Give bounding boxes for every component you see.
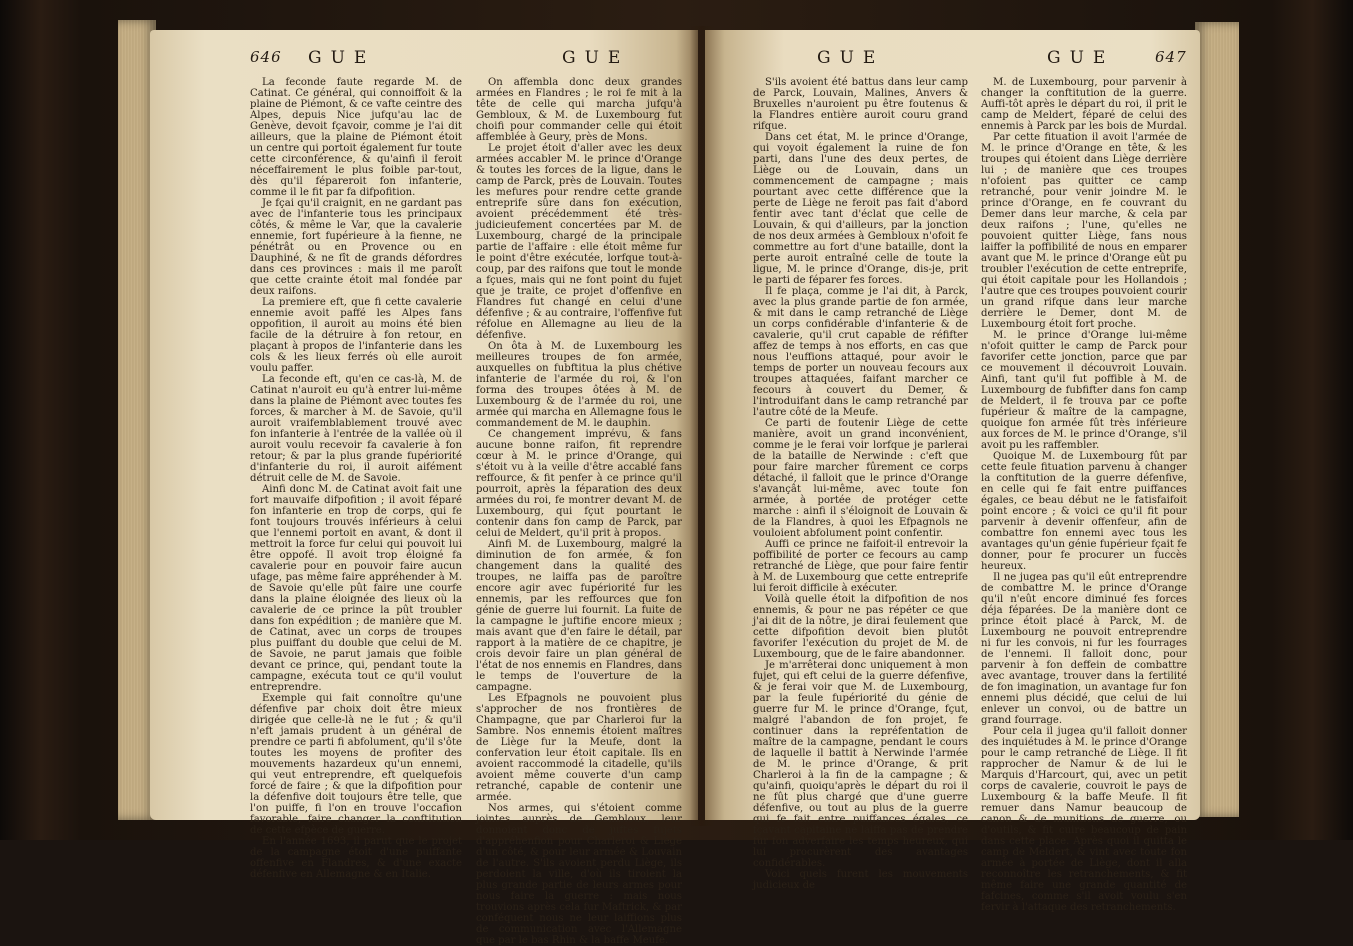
right-page-column-2 (981, 77, 1187, 913)
paragraph: Il ne jugea pas qu'il eût entreprendre de combattre M. le prince d'Orange qu'il n'eût encore diminué fes forces déja féparées. De la manière dont ce prince étoit placé à Parck, M. de Luxembourg ne pouvoit entreprendre ni fur les convois, ni fur les fourrages de l'ennemi. Il falloit donc, pour parvenir à fon deffein de combattre avec avantage, trouver dans la fertilité de fon imagination, un avantage fur fon ennemi plus décidé, que celui de lui enlever un convoi, ou de battre un grand fourrage. (981, 572, 1187, 726)
right-page-column-1 (753, 77, 968, 891)
page-edges-right (1195, 22, 1239, 817)
paragraph: Quoique M. de Luxembourg fût par cette feule fituation parvenu à changer la conftitution de la guerre défenfive, en celle qui fe fait entre puiffances égales, ce beau début ne le fatisfaifoit point encore ; & voici ce qu'il fit pour parvenir à devenir offenfeur, afin de combattre fon ennemi avec tous les avantages qu'un génie fupérieur fçait fe donner, pour fe procurer un fuccès heureux. (981, 451, 1187, 572)
right-page (705, 30, 1200, 913)
paragraph: Ce parti de foutenir Liège de cette manière, avoit un grand inconvénient, comme je le ferai voir lorfque je parlerai de la bataille de Nerwinde : c'eft que pour faire marcher fûrement ce corps détaché, il falloit que le prince d'Orange s'avançât lui-même, avec toute fon armée, à portée de protéger cette marche : ainfi il s'éloignoit de Louvain & de la Flandres, à quoi les Efpagnols ne vouloient abfolument point confentir. (753, 418, 968, 539)
paragraph: Nos armes, qui s'étoient comme jointes auprès de Gembloux, leur donnoient donc de juftes fujets d'appréhenfion pour Charleroi & Liège d'un côté, & pour leur armée & Louvain de l'autre. S'ils avoient perdu Liège, ils perdoient la ville, d'où ils tiroient la plus grande partie de leurs armes pour nous faire la guerre : mais nous trouvions après cela fur Maftrick, & par conféquent nous ne leur laiffions plus de communication avec l'Allemagne que par le bas Rhin & la baffe Meufe. (476, 803, 682, 946)
left-page-column-1 (250, 77, 462, 880)
paragraph: Ce changement imprévu, & fans aucune bonne raifon, fit reprendre cœur à M. le prince d'Orange, qui s'étoit vu à la veille d'être accablé fans reffource, & fit penfer à ce prince qu'il pourroit, après la féparation des deux armées du roi, fe montrer devant M. de Luxembourg, qui fçut pourtant le contenir dans fon camp de Parck, par celui de Meldert, qu'il prit à propos. (476, 429, 682, 539)
running-head-left-col1: GUE (308, 48, 376, 68)
left-page (150, 30, 698, 946)
paragraph: Par cette fituation il avoit l'armée de M. le prince d'Orange en tête, & les troupes qui étoient dans Liège derrière lui ; de manière que ces troupes n'ofoient pas quitter ce camp retranché, pour venir joindre M. le prince d'Orange, en fe couvrant du Demer dans leur marche, & cela par deux raifons ; l'une, qu'elles ne pouvoient quitter Liège, fans nous laiffer la poffibilité de nous en emparer avant que M. le prince d'Orange eût pu troubler l'exécution de cette entreprife, qui étoit capitale pour les Hollandois ; l'autre que ces troupes pouvoient courir un grand rifque dans leur marche derrière le Demer, dont M. de Luxembourg étoit fort proche. (981, 132, 1187, 330)
running-head-right-col1: GUE (817, 48, 885, 68)
paragraph: En l'année 1693, il parut que le projet de la campagne étoit d'une puiffante offenfive en Flandres, & d'une exacte défenfive en Allemagne & en Italie. (250, 836, 462, 880)
paragraph: Auffi ce prince ne faifoit-il entrevoir la poffibilité de porter ce fecours au camp retranché de Liège, que pour faire fentir à M. de Luxembourg que cette entreprife lui feroit difficile à exécuter. (753, 539, 968, 594)
paragraph: On ôta à M. de Luxembourg les meilleures troupes de fon armée, auxquelles on fubftitua la plus chétive infanterie de l'armée du roi, & l'on forma des troupes ôtées à M. de Luxembourg & de l'armée du roi, une armée qui marcha en Allemagne fous le commandement de M. le dauphin. (476, 341, 682, 429)
paragraph: La feconde eft, qu'en ce cas-là, M. de Catinat n'auroit eu qu'à entrer lui-même dans la plaine de Piémont avec toutes fes forces, & marcher à M. de Savoie, qu'il auroit vraifemblablement trouvé avec fon infanterie à l'entrée de la vallée où il auroit voulu recevoir fa cavalerie à fon retour; & par la plus grande fupériorité d'infanterie du roi, il auroit aifément détruit celle de M. de Savoie. (250, 374, 462, 484)
paragraph: Dans cet état, M. le prince d'Orange, qui voyoit également la ruine de fon parti, dans l'une des deux pertes, de Liège ou de Louvain, dans un commencement de campagne ; mais pourtant avec cette différence que la perte de Liège ne feroit pas fait d'abord fentir avec tant d'éclat que celle de Louvain, & qui d'ailleurs, par la jonction de nos deux armées à Gembloux n'ofoit fe commettre au fort d'une bataille, dont la perte auroit entraîné celle de toute la ligue, M. le prince d'Orange, dis-je, prit le parti de féparer fes forces. (753, 132, 968, 286)
paragraph: Exemple qui fait connoître qu'une défenfive par choix doit être mieux dirigée que celle-là ne le fut ; & qu'il n'eft jamais prudent à un général de prendre ce parti fi abfolument, qu'il s'ôte toutes les moyens de profiter des mouvements hazardeux qu'un ennemi, qui veut entreprendre, eft quelquefois forcé de faire ; & que la difpofition pour la défenfive doit toujours être telle, que l'on puiffe, fi l'on en trouve l'occafion favorable, faire changer la conftitution de cette efpèce de guerre. (250, 693, 462, 836)
paragraph: Pour cela il jugea qu'il falloit donner des inquiétudes à M. le prince d'Orange pour le camp retranché de Liège. Il fit rapprocher de Namur & de lui le Marquis d'Harcourt, qui, avec un petit corps de cavalerie, couvroit le pays de Luxembourg & la baffe Meufe. Il fit remuer dans Namur beaucoup de canon & de munitions de guerre, ou d'outils, & fit cuire beaucoup de pain dans cette place. Après quoi il quitta le camp de Meldert, & vint avec toute fon armée à portée de Liège, dont il alla reconnoître les retranchements, & fit même faire une grande quantité de fafcines, comme s'il avoit voulu s'en fervir à l'attaque des retranchements. (981, 726, 1187, 913)
paragraph: On affembla donc deux grandes armées en Flandres ; le roi fe mit à la tête de celle qui marcha jufqu'à Gembloux, & M. de Luxembourg fut choifi pour commander celle qui étoit affemblée à Geury, près de Mons. (476, 77, 682, 143)
paragraph: Le projet étoit d'aller avec les deux armées accabler M. le prince d'Orange & toutes les forces de la ligue, dans le camp de Parck, près de Louvain. Toutes les mefures pour rendre cette grande entreprife sûre dans fon exécution, avoient précédemment été très-judicieufement concertées par M. de Luxembourg, chargé de la principale partie de l'affaire : elle étoit même fur le point d'être exécutée, lorfque tout-à-coup, par des raifons que tout le monde a fçues, mais qui ne font point du fujet que je traite, ce projet d'offenfive en Flandres fut changé en celui d'une défenfive ; & au contraire, l'offenfive fut réfolue en Allemagne au lieu de la défenfive. (476, 143, 683, 341)
left-page-header (150, 48, 698, 70)
left-page-column-2 (476, 77, 683, 946)
paragraph: M. le prince d'Orange lui-même n'ofoit quitter le camp de Parck pour favorifer cette jonction, parce que par ce mouvement il découvroit Louvain. Ainfi, tant qu'il fut poffible à M. de Luxembourg de fubfifter dans fon camp de Meldert, il fe trouva par ce pofte fupérieur & maître de la campagne, quoique fon armée fût très inférieure aux forces de M. le prince d'Orange, s'il avoit pu les raffembler. (981, 330, 1187, 451)
paragraph: Il fe plaça, comme je l'ai dit, à Parck, avec la plus grande partie de fon armée, & mit dans le camp retranché de Liège un corps confidérable d'infanterie & de cavalerie, qu'il crut capable de réfifter affez de temps à nos efforts, en cas que nous l'euffions attaqué, pour avoir le temps de porter un nouveau fecours aux troupes attaquées, faifant marcher ce fecours à couvert du Demer, & l'introduifant dans le camp retranché par l'autre côté de la Meufe. (753, 286, 968, 418)
paragraph: Je m'arrêterai donc uniquement à mon fujet, qui eft celui de la guerre défenfive, & je ferai voir que M. de Luxembourg, par la feule fupériorité du génie de guerre fur M. le prince d'Orange, fçut, malgré l'abandon de fon projet, fe continuer dans la repréfentation de maître de la campagne, pendant le cours de laquelle il battit à Nerwinde l'armée de M. le prince d'Orange, & prit Charleroi à la fin de la campagne ; & qu'ainfi, quoiqu'après le départ du roi il ne fût plus chargé que d'une guerre défenfive, ou tout au plus de la guerre qui fe fait entre puiffances égales, ce fçavant capitaine ne laiffa pas de prendre fur fon adverfaire les temps heureux, qui lui procurèrent des avantages confidérables. (753, 660, 968, 869)
running-head-left-col2: GUE (562, 48, 630, 68)
paragraph: S'ils avoient été battus dans leur camp de Parck, Louvain, Malines, Anvers & Bruxelles n'auroient pu être foutenus & la Flandres entière auroit couru grand rifque. (753, 77, 968, 132)
paragraph: Voilà quelle étoit la difpofition de nos ennemis, & pour ne pas répéter ce que j'ai dit de la nôtre, je dirai feulement que cette difpofition devoit bien plutôt favorifer l'exécution du projet de M. de Luxembourg, que de le faire abandonner. (753, 594, 968, 660)
paragraph: Je fçai qu'il craignit, en ne gardant pas avec de l'infanterie tous les principaux côtés, & même le Var, que la cavalerie ennemie, fort fupérieure à la fienne, ne pénétrât ou en Provence ou en Dauphiné, & ne fît de grands défordres dans ces provinces : mais il me paroît que cette crainte étoit mal fondée par deux raifons. (250, 198, 462, 297)
paragraph: Voici quels furent les mouvements judicieux de (753, 869, 968, 891)
paragraph: Ainfi M. de Luxembourg, malgré la diminution de fon armée, & fon changement dans la qualité des troupes, ne laiffa pas de paroître encore agir avec fupériorité fur les ennemis, par les reffources que fon génie de guerre lui fournit. La fuite de la campagne le juftifie encore mieux ; mais avant que d'en faire le détail, par rapport à la matière de ce chapitre, je crois devoir faire un plan général de l'état de nos ennemis en Flandres, dans le temps de l'ouverture de la campagne. (476, 539, 682, 693)
right-page-header (705, 48, 1200, 70)
page-number-left: 646 (250, 48, 282, 66)
page-number-right: 647 (1155, 48, 1187, 66)
paragraph: La premiere eft, que fi cette cavalerie ennemie avoit paffé les Alpes fans oppofition, il auroit au moins été bien facile de la détruire à fon retour, en plaçant à propos de l'infanterie dans les cols & les lieux ferrés où elle auroit voulu paffer. (250, 297, 462, 374)
paragraph: M. de Luxembourg, pour parvenir à changer la conftitution de la guerre. Auffi-tôt après le départ du roi, il prit le camp de Meldert, féparé de celui des ennemis à Parck par les bois de Murdal. (981, 77, 1187, 132)
paragraph: Ainfi donc M. de Catinat avoit fait une fort mauvaife difpofition ; il avoit féparé fon infanterie en trop de corps, qui fe font toujours trouvés inférieurs à celui que l'ennemi portoit en avant, & dont il mettroit la force fur celui qui pouvoit lui être oppofé. Il avoit trop éloigné fa cavalerie pour en pouvoir faire aucun ufage, pas même faire appréhender à M. de Savoie qu'elle pût faire une courfe dans la plaine éloignée des lieux où la cavalerie de ce prince la pût troubler dans fon expédition ; de manière que M. de Catinat, avec un corps de troupes plus puiffant du double que celui de M. de Savoie, ne parut jamais que foible devant ce prince, qui, pendant toute la campagne, exécuta tout ce qu'il voulut entreprendre. (250, 484, 462, 693)
paragraph: La feconde faute regarde M. de Catinat. Ce général, qui connoiffoit & la plaine de Piémont, & ce vafte ceintre des Alpes, depuis Nice jufqu'au lac de Genève, devoit fçavoir, comme je l'ai dit ailleurs, que la plaine de Piémont étoit un centre qui portoit également fur toute cette circonférence, & qu'ainfi il feroit néceffairement le plus foible par-tout, dès qu'il fépareroit fon infanterie, comme il le fit par fa difpofition. (250, 77, 462, 198)
running-head-right-col2: GUE (1047, 48, 1115, 68)
paragraph: Les Efpagnols ne pouvoient plus s'approcher de nos frontières de Champagne, que par Charleroi fur la Sambre. Nos ennemis étoient maîtres de Liège fur la Meufe, dont la confervation leur étoit capitale. Ils en avoient raccommodé la citadelle, qu'ils avoient même couverte d'un camp retranché, capable de contenir une armée. (476, 693, 682, 803)
